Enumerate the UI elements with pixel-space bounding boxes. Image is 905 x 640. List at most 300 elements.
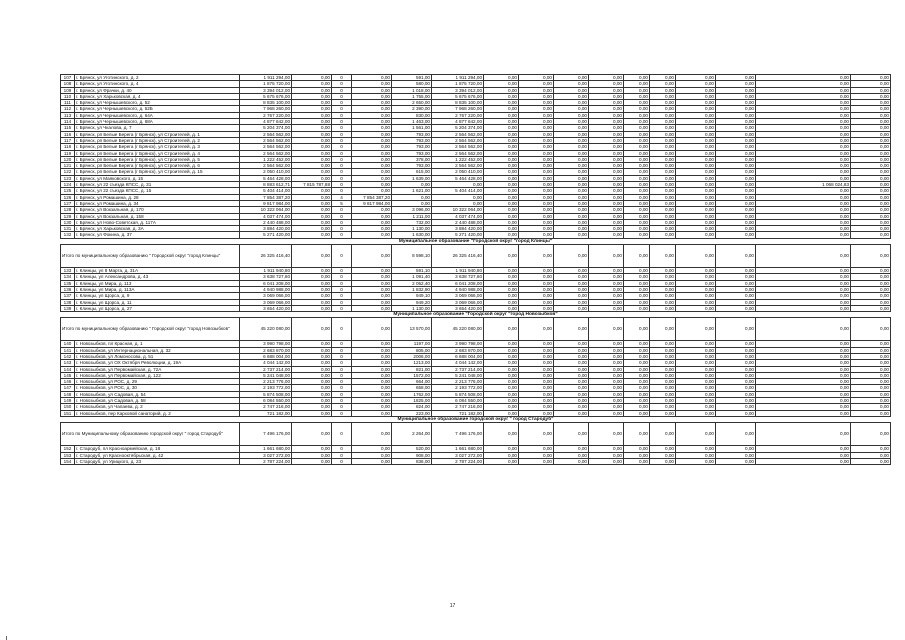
value-cell: 3 884 420,00 xyxy=(432,226,484,232)
row-number: 126 xyxy=(61,194,75,200)
value-cell: 0 xyxy=(332,93,352,99)
value-cell: 0,00 xyxy=(756,379,851,385)
value-cell: 0 xyxy=(332,169,352,175)
value-cell: 0,00 xyxy=(624,112,650,118)
value-cell: 0 xyxy=(332,410,352,416)
value-cell: 1572,00 xyxy=(392,372,432,378)
value-cell: 3 069 066,00 xyxy=(432,293,484,299)
subtotal-cell: 0,00 xyxy=(650,423,676,446)
address-cell: г. Клинцы, ул 8 Марта, д. 31А xyxy=(75,268,240,274)
value-cell: 0,00 xyxy=(292,93,332,99)
value-cell: 0,00 xyxy=(624,137,650,143)
value-cell: 0,00 xyxy=(756,347,851,353)
value-cell: 3 069 066,00 xyxy=(240,299,292,305)
value-cell: 0 xyxy=(332,305,352,311)
value-cell: 1 911 940,80 xyxy=(432,268,484,274)
value-cell: 0,00 xyxy=(650,458,676,464)
value-cell: 0,00 xyxy=(756,156,851,162)
value-cell: 0,00 xyxy=(554,398,589,404)
value-cell: 3 027 272,00 xyxy=(432,452,484,458)
value-cell: 0 xyxy=(332,274,352,280)
value-cell: 6 084 550,00 xyxy=(432,398,484,404)
value-cell: 0,00 xyxy=(352,360,392,366)
value-cell: 0,00 xyxy=(676,353,716,359)
value-cell: 2 564 562,00 xyxy=(240,137,292,143)
value-cell: 0,00 xyxy=(851,219,891,225)
value-cell: 0,00 xyxy=(484,274,519,280)
value-cell: 0,00 xyxy=(650,305,676,311)
value-cell: 0 xyxy=(332,188,352,194)
value-cell: 2 564 562,00 xyxy=(240,163,292,169)
value-cell: 0,00 xyxy=(589,385,624,391)
value-cell: 0,00 xyxy=(756,446,851,452)
value-cell: 0,00 xyxy=(676,286,716,292)
value-cell: 0,00 xyxy=(650,219,676,225)
value-cell: 0,00 xyxy=(554,175,589,181)
value-cell: 0 xyxy=(332,379,352,385)
value-cell: 949,10 xyxy=(392,293,432,299)
value-cell: 0,00 xyxy=(589,131,624,137)
value-cell: 0,00 xyxy=(484,194,519,200)
value-cell: 1 222 452,00 xyxy=(432,156,484,162)
address-cell: г. Брянск, ул Вокзальная, д. 158 xyxy=(75,213,240,219)
value-cell: 0,00 xyxy=(756,200,851,206)
value-cell: 0,00 xyxy=(519,106,554,112)
value-cell: 0,00 xyxy=(554,87,589,93)
value-cell: 0,00 xyxy=(676,112,716,118)
value-cell: 0,00 xyxy=(352,305,392,311)
value-cell: 3 027 272,00 xyxy=(240,452,292,458)
value-cell: 0,00 xyxy=(756,106,851,112)
value-cell: 721 182,00 xyxy=(240,410,292,416)
address-cell: г. Брянск, ул Чернышевского, д. 52Б xyxy=(75,106,240,112)
value-cell: 0,00 xyxy=(624,372,650,378)
value-cell: 0,00 xyxy=(554,75,589,81)
subtotal-cell: 0,00 xyxy=(519,245,554,268)
value-cell: 0,00 xyxy=(352,100,392,106)
value-cell: 793,00 xyxy=(392,144,432,150)
value-cell: 0,00 xyxy=(851,137,891,143)
value-cell: 2 564 562,00 xyxy=(240,150,292,156)
value-cell: 0,00 xyxy=(519,347,554,353)
value-cell: 3 394 012,00 xyxy=(240,87,292,93)
value-cell: 732,00 xyxy=(392,219,432,225)
value-cell: 0,00 xyxy=(676,452,716,458)
value-cell: 6 688 004,00 xyxy=(240,353,292,359)
value-cell: 0,00 xyxy=(352,156,392,162)
value-cell: 793,00 xyxy=(392,137,432,143)
value-cell: 0,00 xyxy=(624,274,650,280)
value-cell: 0,00 xyxy=(851,87,891,93)
value-cell: 0,00 xyxy=(589,87,624,93)
value-cell: 0,00 xyxy=(589,280,624,286)
subtotal-cell: 7 496 176,00 xyxy=(240,423,292,446)
value-cell: 5 675 676,00 xyxy=(432,93,484,99)
value-cell: 0,00 xyxy=(716,125,756,131)
value-cell: 0,00 xyxy=(292,372,332,378)
value-cell: 0 xyxy=(332,299,352,305)
subtotal-cell: 0 xyxy=(332,423,352,446)
value-cell: 0,00 xyxy=(716,391,756,397)
value-cell: 0,00 xyxy=(851,366,891,372)
value-cell: 0,00 xyxy=(352,119,392,125)
value-cell: 0,00 xyxy=(292,188,332,194)
value-cell: 0,00 xyxy=(352,372,392,378)
value-cell: 7 968 260,00 xyxy=(432,106,484,112)
value-cell: 0,00 xyxy=(650,137,676,143)
subtotal-cell: 0,00 xyxy=(519,318,554,341)
value-cell: 0,00 xyxy=(352,379,392,385)
row-number: 109 xyxy=(61,87,75,93)
value-cell: 0,00 xyxy=(676,410,716,416)
value-cell: 0,00 xyxy=(589,163,624,169)
subtotal-cell: 0,00 xyxy=(352,245,392,268)
value-cell: 0,00 xyxy=(292,125,332,131)
value-cell: 1825,00 xyxy=(392,398,432,404)
value-cell: 0,00 xyxy=(519,293,554,299)
value-cell: 721 182,00 xyxy=(432,410,484,416)
section-title: Муниципальное образование "Городской округ "город Клинцы" xyxy=(61,238,891,244)
value-cell: 0,00 xyxy=(650,372,676,378)
address-cell: г. Брянск, ул Вокзальная, д. 170 xyxy=(75,207,240,213)
value-cell: 0,00 xyxy=(851,293,891,299)
value-cell: 4 044 142,00 xyxy=(432,360,484,366)
value-cell: 0,00 xyxy=(484,100,519,106)
subtotal-cell: 2 264,00 xyxy=(392,423,432,446)
value-cell: 0,00 xyxy=(624,200,650,206)
value-cell: 0,00 xyxy=(589,156,624,162)
value-cell: 0 xyxy=(332,87,352,93)
value-cell: 0,00 xyxy=(554,169,589,175)
value-cell: 0,00 xyxy=(676,391,716,397)
value-cell: 0,00 xyxy=(352,81,392,87)
value-cell: 0,00 xyxy=(851,75,891,81)
value-cell: 0,00 xyxy=(352,75,392,81)
value-cell: 0,00 xyxy=(554,219,589,225)
subtotal-cell: 0 xyxy=(332,245,352,268)
value-cell: 0,00 xyxy=(716,280,756,286)
register-body xyxy=(61,75,891,465)
row-number: 125 xyxy=(61,188,75,194)
row-number: 137 xyxy=(61,293,75,299)
value-cell: 0,00 xyxy=(554,391,589,397)
value-cell: 0,00 xyxy=(851,274,891,280)
value-cell: 0,00 xyxy=(624,268,650,274)
value-cell: 0,00 xyxy=(484,125,519,131)
value-cell: 0,00 xyxy=(589,81,624,87)
subtotal-cell: 0,00 xyxy=(519,423,554,446)
address-cell: г. Брянск, рп Белые Берега (г Брянск), ул Строителей, д. 15 xyxy=(75,169,240,175)
value-cell: 0,00 xyxy=(650,446,676,452)
value-cell: 4 044 142,00 xyxy=(240,360,292,366)
value-cell: 0,00 xyxy=(851,347,891,353)
value-cell: 0,00 xyxy=(851,156,891,162)
value-cell: 0,00 xyxy=(292,207,332,213)
value-cell: 0,00 xyxy=(851,372,891,378)
value-cell: 0,00 xyxy=(676,119,716,125)
value-cell: 0,00 xyxy=(716,347,756,353)
value-cell: 0,00 xyxy=(676,305,716,311)
value-cell: 0,00 xyxy=(851,385,891,391)
subtotal-cell: 0,00 xyxy=(554,245,589,268)
value-cell: 0,00 xyxy=(624,293,650,299)
row-number: 117 xyxy=(61,137,75,143)
value-cell: 0,00 xyxy=(624,299,650,305)
value-cell: 0,00 xyxy=(676,213,716,219)
value-cell: 0 xyxy=(332,353,352,359)
value-cell: 0 xyxy=(332,286,352,292)
value-cell: 0,00 xyxy=(650,232,676,238)
value-cell: 0,00 xyxy=(484,169,519,175)
value-cell: 0,00 xyxy=(650,274,676,280)
value-cell: 0,00 xyxy=(756,360,851,366)
value-cell: 2 213 776,00 xyxy=(432,379,484,385)
value-cell: 0,00 xyxy=(392,194,432,200)
value-cell: 0,00 xyxy=(519,100,554,106)
value-cell: 0,00 xyxy=(676,226,716,232)
value-cell: 0,00 xyxy=(650,93,676,99)
value-cell: 0,00 xyxy=(392,200,432,206)
subtotal-cell: 0,00 xyxy=(589,245,624,268)
value-cell: 3 654 420,00 xyxy=(432,305,484,311)
value-cell: 7 968 260,00 xyxy=(240,106,292,112)
value-cell: 0,00 xyxy=(292,175,332,181)
value-cell: 0,00 xyxy=(554,372,589,378)
value-cell: 0,00 xyxy=(589,75,624,81)
value-cell: 0,00 xyxy=(851,188,891,194)
value-cell: 2 683 870,00 xyxy=(240,347,292,353)
value-cell: 0,00 xyxy=(650,87,676,93)
value-cell: 0 xyxy=(332,81,352,87)
value-cell: 0,00 xyxy=(484,280,519,286)
value-cell: 0,00 xyxy=(851,93,891,99)
value-cell: 1 091,40 xyxy=(392,274,432,280)
value-cell: 0,00 xyxy=(352,299,392,305)
value-cell: 0,00 xyxy=(650,391,676,397)
value-cell: 0,00 xyxy=(352,458,392,464)
value-cell: 0,00 xyxy=(624,360,650,366)
subtotal-label: Итого по муниципальному образованию " Городской округ "город Новозыбков" xyxy=(61,318,240,341)
value-cell: 0,00 xyxy=(716,305,756,311)
value-cell: 0,00 xyxy=(519,379,554,385)
subtotal-cell: 7 496 176,00 xyxy=(432,423,484,446)
value-cell: 0,00 xyxy=(851,106,891,112)
value-cell: 0,00 xyxy=(292,360,332,366)
value-cell: 0,00 xyxy=(589,207,624,213)
value-cell: 0,00 xyxy=(676,163,716,169)
value-cell: 0,00 xyxy=(716,379,756,385)
value-cell: 0,00 xyxy=(484,452,519,458)
value-cell: 0,00 xyxy=(292,398,332,404)
subtotal-row xyxy=(61,423,891,446)
subtotal-cell: 0,00 xyxy=(624,245,650,268)
value-cell: 0,00 xyxy=(650,188,676,194)
value-cell: 0,00 xyxy=(484,81,519,87)
value-cell: 0,00 xyxy=(352,274,392,280)
value-cell: 0,00 xyxy=(292,156,332,162)
value-cell: 0,00 xyxy=(432,194,484,200)
value-cell: 805,00 xyxy=(392,347,432,353)
value-cell: 3 654 420,00 xyxy=(240,305,292,311)
value-cell: 0,00 xyxy=(716,446,756,452)
value-cell: 1762,00 xyxy=(392,391,432,397)
value-cell: 0,00 xyxy=(352,280,392,286)
subtotal-cell: 0,00 xyxy=(676,318,716,341)
value-cell: 0,00 xyxy=(624,150,650,156)
value-cell: 0,00 xyxy=(624,391,650,397)
value-cell: 0,00 xyxy=(716,200,756,206)
value-cell: 3 069 066,00 xyxy=(432,299,484,305)
value-cell: 0,00 xyxy=(484,213,519,219)
value-cell: 0,00 xyxy=(484,207,519,213)
value-cell: 0,00 xyxy=(484,360,519,366)
value-cell: 0,00 xyxy=(554,200,589,206)
value-cell: 0,00 xyxy=(756,100,851,106)
value-cell: 0,00 xyxy=(589,144,624,150)
value-cell: 0,00 xyxy=(292,353,332,359)
value-cell: 0,00 xyxy=(716,175,756,181)
value-cell: 0,00 xyxy=(519,137,554,143)
address-cell: г. Стародуб, пл Красноармейская, д. 18 xyxy=(75,446,240,452)
row-number: 123 xyxy=(61,175,75,181)
value-cell: 378,00 xyxy=(392,156,432,162)
value-cell: 0,00 xyxy=(650,75,676,81)
value-cell: 0,00 xyxy=(589,353,624,359)
value-cell: 0,00 xyxy=(851,144,891,150)
value-cell: 0,00 xyxy=(484,268,519,274)
value-cell: 0,00 xyxy=(624,366,650,372)
value-cell: 0,00 xyxy=(756,274,851,280)
value-cell: 0,00 xyxy=(292,280,332,286)
value-cell: 0 xyxy=(332,213,352,219)
value-cell: 0,00 xyxy=(851,280,891,286)
value-cell: 9 817 984,00 xyxy=(240,200,292,206)
value-cell: 0,00 xyxy=(851,226,891,232)
row-number: 124 xyxy=(61,182,75,188)
address-cell: г. Брянск, ул Уготинского, д. 2 xyxy=(75,75,240,81)
value-cell: 0,00 xyxy=(676,232,716,238)
value-cell: 0,00 xyxy=(292,341,332,347)
value-cell: 1 911 294,00 xyxy=(240,75,292,81)
value-cell: 2 787 224,00 xyxy=(432,458,484,464)
value-cell: 0,00 xyxy=(352,207,392,213)
value-cell: 2 564 562,00 xyxy=(240,144,292,150)
value-cell: 591,10 xyxy=(392,268,432,274)
value-cell: 0,00 xyxy=(484,119,519,125)
subtotal-cell: 0,00 xyxy=(650,318,676,341)
subtotal-label: Итого по муниципальному образованию " Городской округ "город Клинцы" xyxy=(61,245,240,268)
value-cell: 0,00 xyxy=(676,341,716,347)
value-cell: 0,00 xyxy=(650,293,676,299)
value-cell: 0,00 xyxy=(519,341,554,347)
value-cell: 0,00 xyxy=(352,341,392,347)
value-cell: 0,00 xyxy=(676,446,716,452)
subtotal-cell: 45 220 080,00 xyxy=(432,318,484,341)
address-cell: г. Брянск, ул 22 съезда КПСС, д. 31 xyxy=(75,182,240,188)
value-cell: 0,00 xyxy=(519,385,554,391)
value-cell: 0,00 xyxy=(624,207,650,213)
subtotal-cell: 0,00 xyxy=(589,423,624,446)
value-cell: 5 464 428,00 xyxy=(432,175,484,181)
value-cell: 0,00 xyxy=(676,169,716,175)
row-number: 142 xyxy=(61,353,75,359)
value-cell: 0,00 xyxy=(716,169,756,175)
value-cell: 5 464 428,00 xyxy=(240,175,292,181)
value-cell: 0,00 xyxy=(624,410,650,416)
value-cell: 793,00 xyxy=(392,150,432,156)
value-cell: 0,00 xyxy=(716,93,756,99)
value-cell: 0,00 xyxy=(352,293,392,299)
value-cell: 0,00 xyxy=(624,347,650,353)
value-cell: 0 xyxy=(332,226,352,232)
value-cell: 0,00 xyxy=(676,458,716,464)
address-cell: г. Новозыбков, ул РОС, д. 29 xyxy=(75,379,240,385)
value-cell: 0,00 xyxy=(554,299,589,305)
value-cell: 0 xyxy=(332,150,352,156)
value-cell: 0,00 xyxy=(851,169,891,175)
value-cell: 2 737 214,00 xyxy=(432,366,484,372)
address-cell: г. Брянск, ул Ромашина, д. 28 xyxy=(75,194,240,200)
value-cell: 0,00 xyxy=(589,93,624,99)
value-cell: 0 xyxy=(332,219,352,225)
value-cell: 2 052,40 xyxy=(392,280,432,286)
value-cell: 6 688 004,00 xyxy=(432,353,484,359)
register-sheet xyxy=(60,74,890,465)
value-cell: 0,00 xyxy=(352,398,392,404)
value-cell: 0,00 xyxy=(554,404,589,410)
subtotal-cell: 0,00 xyxy=(851,245,891,268)
value-cell: 0,00 xyxy=(851,100,891,106)
value-cell: 0,00 xyxy=(716,360,756,366)
value-cell: 0,00 xyxy=(650,268,676,274)
value-cell: 1 875 720,00 xyxy=(240,81,292,87)
value-cell: 0,00 xyxy=(676,404,716,410)
value-cell: 0,00 xyxy=(650,398,676,404)
value-cell: 0,00 xyxy=(624,163,650,169)
value-cell: 0,00 xyxy=(484,232,519,238)
value-cell: 1 130,00 xyxy=(392,305,432,311)
value-cell: 0,00 xyxy=(756,305,851,311)
value-cell: 0 xyxy=(332,458,352,464)
value-cell: 0,00 xyxy=(352,213,392,219)
page-number: 17 xyxy=(449,603,456,609)
value-cell: 0,00 xyxy=(589,112,624,118)
value-cell: 0,00 xyxy=(519,163,554,169)
subtotal-cell: 0,00 xyxy=(352,318,392,341)
row-number: 129 xyxy=(61,213,75,219)
value-cell: 0,00 xyxy=(292,100,332,106)
value-cell: 0,00 xyxy=(851,391,891,397)
value-cell: 0 xyxy=(332,144,352,150)
value-cell: 0,00 xyxy=(554,156,589,162)
value-cell: 0,00 xyxy=(352,404,392,410)
value-cell: 0,00 xyxy=(716,75,756,81)
value-cell: 0,00 xyxy=(519,119,554,125)
subtotal-cell: 0,00 xyxy=(292,423,332,446)
row-number: 147 xyxy=(61,385,75,391)
value-cell: 0,00 xyxy=(519,213,554,219)
value-cell: 0,00 xyxy=(352,385,392,391)
value-cell: 0,00 xyxy=(519,391,554,397)
value-cell: 0,00 xyxy=(650,131,676,137)
value-cell: 0,00 xyxy=(756,87,851,93)
value-cell: 0,00 xyxy=(756,75,851,81)
address-cell: г. Новозыбков, ул Чапаева, д. 2 xyxy=(75,404,240,410)
value-cell: 0,00 xyxy=(624,213,650,219)
value-cell: 0,00 xyxy=(650,341,676,347)
value-cell: 0,00 xyxy=(756,207,851,213)
value-cell: 0,00 xyxy=(292,410,332,416)
